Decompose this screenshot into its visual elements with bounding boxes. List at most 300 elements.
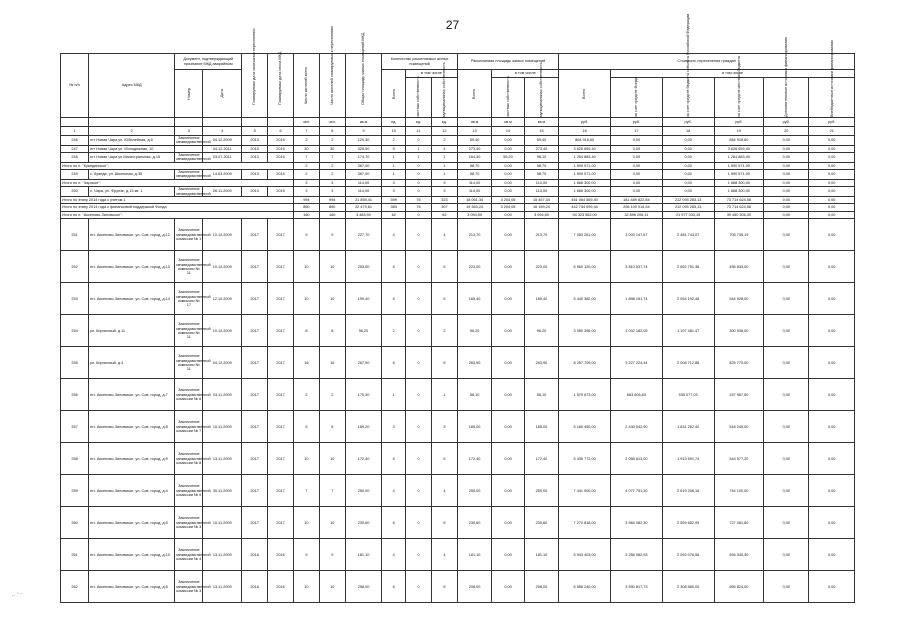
row-address: с. Куанда, ул. Школьная, д.35 <box>89 170 175 180</box>
subtotal-value-c10: 383 <box>382 204 406 212</box>
row-value-c11: 0 <box>406 411 432 443</box>
row-value-c11: 0 <box>406 283 432 315</box>
row-value-c13: 96,20 <box>457 315 492 347</box>
row-value-c7: 10 <box>293 251 319 283</box>
column-number-cell: 2 <box>89 127 175 136</box>
subtotal-value-c17: 0,00 <box>611 162 663 170</box>
row-value-c13: 172,40 <box>457 443 492 475</box>
table-body <box>61 136 855 603</box>
row-value-c16: 864 918,60 <box>559 136 611 146</box>
subtotal-value-c13: 18 061,34 <box>457 196 492 204</box>
header-cost-fund: за счет средств Фонда <box>611 78 663 118</box>
row-planned-demolition: 2017 <box>268 251 294 283</box>
table-row <box>61 251 855 283</box>
column-number-cell: 20 <box>764 127 809 136</box>
column-number-cell: 15 <box>524 127 559 136</box>
unit-cell: чел. <box>293 118 319 127</box>
row-value-c19: 300 938,00 <box>714 315 764 347</box>
row-value-c11: 0 <box>406 219 432 251</box>
subtotal-value-c17: 0,00 <box>611 179 663 187</box>
row-value-c13: 164,30 <box>457 153 492 163</box>
row-planned-end: 2017 <box>242 251 268 283</box>
row-value-c16: 6 960 120,00 <box>559 251 611 283</box>
row-doc-date: 10.12.2009 <box>203 219 242 251</box>
unit-cell <box>268 118 294 127</box>
row-value-c15: 213,70 <box>524 219 559 251</box>
row-address: пгт. Аксеново-Зиловское, ул. Сов. город, д.7 <box>89 379 175 411</box>
row-number: 249 <box>61 170 89 180</box>
column-number-cell: 17 <box>611 127 663 136</box>
row-value-c16: 5 180 450,00 <box>559 411 611 443</box>
row-value-c8: 10 <box>319 251 345 283</box>
row-value-c11: 0 <box>406 187 432 197</box>
row-value-c19: 518 245,00 <box>714 411 764 443</box>
row-value-c20: 0,00 <box>764 379 809 411</box>
row-planned-end: 2016 <box>242 571 268 603</box>
unit-cell: руб. <box>764 118 809 127</box>
row-planned-end: 2017 <box>242 315 268 347</box>
row-value-c11: 0 <box>406 315 432 347</box>
row-planned-demolition: 2015 <box>268 153 294 163</box>
row-value-c21: 0,00 <box>809 219 855 251</box>
row-number: 261 <box>61 539 89 571</box>
column-number-cell: 8 <box>319 127 345 136</box>
row-value-c7: 10 <box>293 507 319 539</box>
subtotal-value-c10: 3 <box>382 179 406 187</box>
row-value-c18: 2 619 206,16 <box>662 475 714 507</box>
row-value-c13: 114,00 <box>457 187 492 197</box>
row-value-c7: 30 <box>293 145 319 153</box>
row-value-c9: 172,40 <box>345 443 382 475</box>
table-row <box>61 411 855 443</box>
column-number-cell: 18 <box>662 127 714 136</box>
column-number-cell: 1 <box>61 127 89 136</box>
row-value-c14: 0,00 <box>492 136 524 146</box>
row-value-c21: 0,00 <box>809 347 855 379</box>
row-value-c11: 0 <box>406 475 432 507</box>
row-value-c8: 2 <box>319 136 345 146</box>
row-value-c20: 0,00 <box>764 153 809 163</box>
row-value-c7: 2 <box>293 170 319 180</box>
subtotal-value-c20: 0,00 <box>764 179 809 187</box>
row-value-c7: 9 <box>293 539 319 571</box>
subtotal-value-c9: 367,00 <box>345 162 382 170</box>
row-number: 252 <box>61 251 89 283</box>
row-value-c14: 0,00 <box>492 170 524 180</box>
subtotal-value-c21: 0,00 <box>809 196 855 204</box>
row-planned-end: 2017 <box>242 379 268 411</box>
row-value-c11: 1 <box>406 145 432 153</box>
row-value-c21: 0,00 <box>809 153 855 163</box>
row-value-c7: 10 <box>293 283 319 315</box>
row-value-c10: 6 <box>382 571 406 603</box>
row-value-c21: 0,00 <box>809 571 855 603</box>
subtotal-value-c12: 62 <box>431 211 457 219</box>
subtotal-value-c20: 0,00 <box>764 211 809 219</box>
row-doc-number: Заключение межведомственной комиссии № 7 <box>175 411 203 443</box>
subtotal-value-c14: 3 204,05 <box>492 204 524 212</box>
row-value-c20: 0,00 <box>764 411 809 443</box>
header-address: Адрес МКД <box>89 54 175 118</box>
row-value-c12: 2 <box>431 315 457 347</box>
row-value-c15: 165,00 <box>524 411 559 443</box>
header-cost-extra: Дополнительные источники финансирования <box>764 78 809 118</box>
row-value-c9: 169,20 <box>345 411 382 443</box>
subtotal-value-c13: 58,70 <box>457 162 492 170</box>
row-doc-date: 10.11.2009 <box>203 411 242 443</box>
row-value-c8: 2 <box>319 170 345 180</box>
header-area-group: Расселяемая площадь жилых помещений <box>457 54 558 70</box>
subtotal-value-c21: 0,00 <box>809 204 855 212</box>
row-value-c12: 1 <box>431 170 457 180</box>
subtotal-value-c9: 22 479,61 <box>345 204 382 212</box>
row-value-c16: 5 943 403,00 <box>559 539 611 571</box>
table-row <box>61 443 855 475</box>
row-value-c9: 129,30 <box>345 136 382 146</box>
subtotal-value-c11: 0 <box>406 211 432 219</box>
subtotal-value-c13: 114,00 <box>457 179 492 187</box>
unit-cell: чел. <box>319 118 345 127</box>
column-number-cell: 5 <box>242 127 268 136</box>
row-value-c21: 0,00 <box>809 507 855 539</box>
row-value-c17: 0,00 <box>611 145 663 153</box>
row-value-c10: 3 <box>382 187 406 197</box>
row-value-c12: 4 <box>431 475 457 507</box>
row-value-c21: 0,00 <box>809 443 855 475</box>
row-doc-date: 04.12.2009 <box>203 136 242 146</box>
table-row <box>61 283 855 315</box>
row-value-c19: 744 100,00 <box>714 475 764 507</box>
subtotal-label: Итого по этапу 2014 года с финансовой поддержкой Фонда <box>61 204 294 212</box>
column-number-cell: 6 <box>268 127 294 136</box>
unit-cell <box>61 118 89 127</box>
table-row <box>61 475 855 507</box>
row-value-c7: 3 <box>293 187 319 197</box>
subtotal-value-c19: 73 714 624,58 <box>714 196 764 204</box>
row-value-c9: 175,30 <box>345 379 382 411</box>
row-value-c13: 250,00 <box>457 475 492 507</box>
row-value-c18: 2 008 712,86 <box>662 347 714 379</box>
row-value-c18: 2 481 743,07 <box>662 219 714 251</box>
row-value-c11: 0 <box>406 136 432 146</box>
row-planned-demolition: 2017 <box>268 507 294 539</box>
unit-cell: ед. <box>382 118 406 127</box>
row-value-c15: 273,40 <box>524 145 559 153</box>
row-value-c21: 0,00 <box>809 411 855 443</box>
subtotal-value-c12: 3 <box>431 179 457 187</box>
row-address: с. Чара, ул. Фрунзе, д.13 кв. 1 <box>89 187 175 197</box>
table-row <box>61 170 855 180</box>
row-value-c8: 10 <box>319 507 345 539</box>
row-value-c12: 1 <box>431 153 457 163</box>
row-value-c11: 0 <box>406 571 432 603</box>
unit-cell: кв.м <box>524 118 559 127</box>
row-doc-date: 10.12.2009 <box>203 315 242 347</box>
row-value-c13: 230,60 <box>457 507 492 539</box>
subtotal-value-c16: 1 590 571,00 <box>559 162 611 170</box>
header-doc-group: Документ, подтверждающий признание МКД аварийным <box>175 54 242 70</box>
subtotal-value-c16: 442 734 099,44 <box>559 204 611 212</box>
row-value-c9: 230,60 <box>345 507 382 539</box>
row-doc-number: Заключение межведомственной комиссии № 8 <box>175 443 203 475</box>
row-value-c17: 4 077 751,30 <box>611 475 663 507</box>
subtotal-value-c7: 850 <box>293 204 319 212</box>
row-doc-date: 10.11.2009 <box>203 507 242 539</box>
row-value-c19: 864 918,60 <box>714 136 764 146</box>
row-value-c15: 223,00 <box>524 251 559 283</box>
subtotal-value-c21: 0,00 <box>809 179 855 187</box>
row-value-c21: 0,00 <box>809 315 855 347</box>
row-value-c10: 5 <box>382 283 406 315</box>
subtotal-value-c12: 1 <box>431 162 457 170</box>
row-value-c7: 16 <box>293 347 319 379</box>
row-value-c20: 0,00 <box>764 539 809 571</box>
row-value-c10: 5 <box>382 443 406 475</box>
row-planned-end: 2013 <box>242 170 268 180</box>
row-value-c16: 7 053 261,00 <box>559 219 611 251</box>
table-row <box>61 507 855 539</box>
row-value-c18: 0,00 <box>662 145 714 153</box>
subtotal-value-c7: 2 <box>293 162 319 170</box>
subtotal-row <box>61 179 855 187</box>
row-value-c13: 165,00 <box>457 411 492 443</box>
row-value-c7: 7 <box>293 475 319 507</box>
column-number-cell: 4 <box>203 127 242 136</box>
row-value-c21: 0,00 <box>809 475 855 507</box>
subtotal-value-c11: 76 <box>406 196 432 204</box>
header-area-incl: в том числе <box>492 70 559 78</box>
row-doc-date: 13.11.2009 <box>203 443 242 475</box>
row-value-c21: 0,00 <box>809 187 855 197</box>
subtotal-label: Итого по этапу 2014 года с учетом 1 <box>61 196 294 204</box>
row-value-c18: 535 077,03 <box>662 379 714 411</box>
row-value-c8: 8 <box>319 315 345 347</box>
row-value-c14: 0,00 <box>492 475 524 507</box>
row-value-c15: 250,00 <box>524 475 559 507</box>
row-value-c17: 2 430 942,90 <box>611 411 663 443</box>
subtotal-value-c19: 39 450 306,30 <box>714 211 764 219</box>
row-value-c7: 9 <box>293 219 319 251</box>
subtotal-value-c16: 94 323 562,00 <box>559 211 611 219</box>
subtotal-value-c14: 0,00 <box>492 162 524 170</box>
row-value-c17: 3 810 537,74 <box>611 251 663 283</box>
row-value-c15: 58,70 <box>524 170 559 180</box>
row-value-c8: 6 <box>319 411 345 443</box>
table-row <box>61 539 855 571</box>
subtotal-value-c15: 3 094,50 <box>524 211 559 219</box>
row-doc-number: Заключение межведомственной комиссии № 9 <box>175 475 203 507</box>
column-number-cell: 11 <box>406 127 432 136</box>
row-value-c20: 0,00 <box>764 145 809 153</box>
column-number-cell: 12 <box>431 127 457 136</box>
row-value-c18: 2 652 751,36 <box>662 251 714 283</box>
table-row <box>61 136 855 146</box>
row-number: 250 <box>61 187 89 197</box>
row-value-c14: 0,00 <box>492 251 524 283</box>
subtotal-value-c17: 32 896 206,11 <box>611 211 663 219</box>
column-number-cell: 14 <box>492 127 524 136</box>
row-value-c10: 5 <box>382 145 406 153</box>
row-value-c18: 2 092 076,56 <box>662 539 714 571</box>
row-value-c11: 0 <box>406 507 432 539</box>
row-value-c19: 1 590 571,00 <box>714 170 764 180</box>
row-planned-end: 2017 <box>242 219 268 251</box>
row-value-c8: 2 <box>319 379 345 411</box>
unit-cell <box>203 118 242 127</box>
row-planned-end: 2013 <box>242 136 268 146</box>
row-value-c15: 58,10 <box>524 379 559 411</box>
subtotal-value-c18: 212 093 283,13 <box>662 196 714 204</box>
row-value-c19: 544 928,00 <box>714 283 764 315</box>
row-value-c15: 114,00 <box>524 187 559 197</box>
row-value-c16: 3 050 396,00 <box>559 315 611 347</box>
subtotal-value-c11: 0 <box>406 162 432 170</box>
row-value-c14: 0,00 <box>492 571 524 603</box>
row-value-c15: 181,10 <box>524 539 559 571</box>
subtotal-value-c13: 3 094,50 <box>457 211 492 219</box>
row-value-c14: 0,00 <box>492 347 524 379</box>
row-value-c20: 0,00 <box>764 507 809 539</box>
row-value-c19: 594 340,30 <box>714 539 764 571</box>
row-value-c18: 0,00 <box>662 136 714 146</box>
row-value-c11: 0 <box>406 347 432 379</box>
subtotal-value-c8: 994 <box>319 196 345 204</box>
row-planned-end: 2017 <box>242 443 268 475</box>
subtotal-value-c18: 0,00 <box>662 162 714 170</box>
subtotal-value-c18: 21 977 033,15 <box>662 211 714 219</box>
row-value-c17: 3 984 082,30 <box>611 507 663 539</box>
subtotal-value-c7: 994 <box>293 196 319 204</box>
column-number-cell: 13 <box>457 127 492 136</box>
row-address: пгт. Аксеново-Зиловское, ул. Сов. город, д.12 <box>89 219 175 251</box>
row-value-c9: 174,70 <box>345 153 382 163</box>
row-value-c18: 1 107 481,47 <box>662 315 714 347</box>
row-value-c12: 6 <box>431 507 457 539</box>
row-value-c14: 0,00 <box>492 187 524 197</box>
column-number-cell: 7 <box>293 127 319 136</box>
subtotal-value-c18: 212 093 283,13 <box>662 204 714 212</box>
row-address: пгт. Аксеново-Зиловское, ул. Сов. город, д.9 <box>89 443 175 475</box>
row-address: пгт. Аксеново-Зиловское, ул. Сов. город, д.5 <box>89 507 175 539</box>
row-doc-number: Заключение межведомственной комиссии № 11 <box>175 251 203 283</box>
row-value-c11: 0 <box>406 379 432 411</box>
subtotal-value-c14: 3 204,05 <box>492 196 524 204</box>
row-value-c21: 0,00 <box>809 170 855 180</box>
row-value-c18: 0,00 <box>662 187 714 197</box>
row-value-c8: 30 <box>319 145 345 153</box>
row-number: 251 <box>61 219 89 251</box>
column-number-cell: 19 <box>714 127 764 136</box>
subtotal-value-c15: 16 159,24 <box>524 204 559 212</box>
subtotal-value-c9: 21 859,41 <box>345 196 382 204</box>
subtotal-value-c7: 3 <box>293 179 319 187</box>
row-value-c7: 6 <box>293 411 319 443</box>
row-value-c14: 0,00 <box>492 507 524 539</box>
row-address: пгт. Аксеново-Зиловское, ул. Сов. город, д.10 <box>89 539 175 571</box>
subtotal-value-c15: 114,00 <box>524 179 559 187</box>
row-address: ул. Кирпичный, д.11 <box>89 315 175 347</box>
row-value-c14: 0,00 <box>492 283 524 315</box>
row-value-c7: 8 <box>293 315 319 347</box>
row-value-c14: 0,00 <box>492 315 524 347</box>
row-value-c12: 2 <box>431 136 457 146</box>
row-doc-date: 30.11.2009 <box>203 475 242 507</box>
column-number-row <box>61 127 855 136</box>
row-planned-demolition: 2017 <box>268 411 294 443</box>
row-planned-end: 2016 <box>242 539 268 571</box>
row-value-c17: 3 003 147,67 <box>611 219 663 251</box>
row-value-c12: 5 <box>431 251 457 283</box>
subtotal-value-c11: 76 <box>406 204 432 212</box>
subtotal-value-c14: 0,00 <box>492 211 524 219</box>
header-cost-incl: в том числе <box>611 70 855 78</box>
row-value-c15: 263,90 <box>524 347 559 379</box>
header-cost-group: Стоимость переселения граждан <box>559 54 855 70</box>
row-value-c19: 655 824,00 <box>714 571 764 603</box>
row-address: пгт. Аксеново-Зиловское, ул. Сов. город, д.14 <box>89 283 175 315</box>
row-value-c15: 98,10 <box>524 153 559 163</box>
row-doc-number <box>175 145 203 153</box>
row-doc-date: 12.10.2009 <box>203 283 242 315</box>
row-value-c10: 1 <box>382 153 406 163</box>
row-value-c19: 1 264 883,40 <box>714 153 764 163</box>
row-value-c12: 4 <box>431 219 457 251</box>
row-value-c13: 263,90 <box>457 347 492 379</box>
row-value-c21: 0,00 <box>809 379 855 411</box>
subtotal-value-c11: 0 <box>406 179 432 187</box>
subtotal-row <box>61 211 855 219</box>
subtotal-value-c19: 1 668 300,00 <box>714 179 764 187</box>
table-row <box>61 187 855 197</box>
header-cost-nonfinanced: Внебюджетные источники финансирования <box>809 78 855 118</box>
unit-cell: руб. <box>662 118 714 127</box>
row-value-c16: 1 579 673,00 <box>559 379 611 411</box>
row-value-c17: 1 898 151,74 <box>611 283 663 315</box>
row-value-c19: 456 833,00 <box>714 251 764 283</box>
row-value-c11: 0 <box>406 170 432 180</box>
row-value-c10: 2 <box>382 136 406 146</box>
header-rooms-municipal: муниципальная собственность <box>431 78 457 118</box>
row-value-c20: 0,00 <box>764 170 809 180</box>
row-value-c8: 7 <box>319 153 345 163</box>
row-value-c8: 9 <box>319 219 345 251</box>
row-planned-demolition: 2016 <box>268 539 294 571</box>
row-value-c20: 0,00 <box>764 475 809 507</box>
row-address: пгт Новая Чара ул. Юбилейная, д.5 <box>89 136 175 146</box>
row-value-c8: 10 <box>319 283 345 315</box>
subtotal-value-c12: 307 <box>431 204 457 212</box>
row-value-c19: 1 668 300,00 <box>714 187 764 197</box>
row-value-c19: 157 967,50 <box>714 379 764 411</box>
row-planned-end: 2013 <box>242 153 268 163</box>
row-value-c7: 2 <box>293 136 319 146</box>
row-value-c12: 6 <box>431 347 457 379</box>
row-planned-demolition: 2015 <box>268 170 294 180</box>
row-value-c12: 5 <box>431 283 457 315</box>
row-value-c13: 181,10 <box>457 539 492 571</box>
header-rooms-total: Всего <box>382 70 406 118</box>
header-residents-planned: Число жителей планируемых к переселению <box>319 54 345 118</box>
row-value-c11: 0 <box>406 251 432 283</box>
row-number: 254 <box>61 315 89 347</box>
row-value-c12: 5 <box>431 443 457 475</box>
row-doc-number: Заключение межведомственной комиссии № 11 <box>175 347 203 379</box>
row-value-c9: 325,50 <box>345 145 382 153</box>
row-address: пгт. Аксеново-Зиловское, ул. Сов. город, д.8 <box>89 411 175 443</box>
row-doc-number: Заключение межведомственной комиссии № 4 <box>175 539 203 571</box>
row-planned-demolition: 2017 <box>268 283 294 315</box>
row-value-c10: 2 <box>382 315 406 347</box>
